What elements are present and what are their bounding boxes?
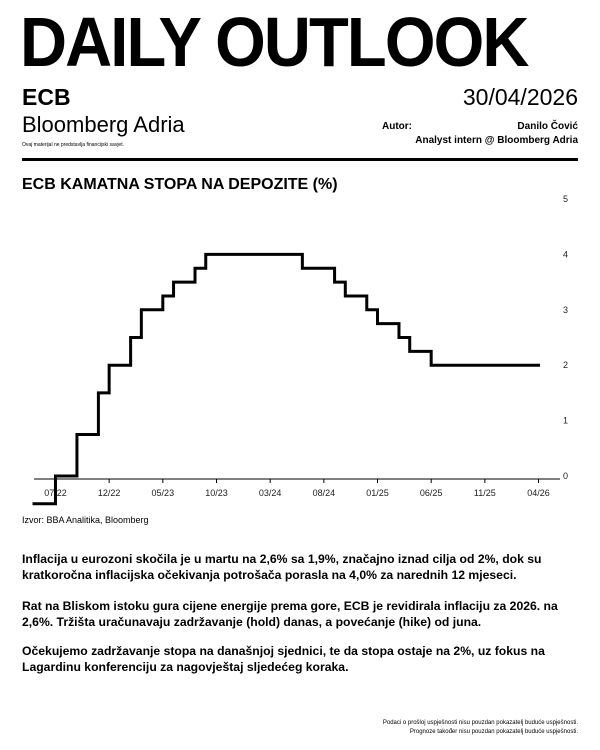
paragraph-outlook: Očekujemo zadržavanje stopa na današnjoj sjednici, te da stopa ostaje na 2%, uz fokus na Lagardinu konferenciju za nagovještaj sljedećeg koraka. xyxy=(22,644,545,674)
author-name: Danilo Čović xyxy=(517,121,578,132)
y-tick-label: 2 xyxy=(563,360,569,371)
author-label: Autor: xyxy=(382,121,412,132)
masthead-title: DAILY OUTLOOK xyxy=(20,3,528,81)
y-tick-label: 5 xyxy=(563,194,569,204)
x-tick-label: 11/25 xyxy=(473,488,496,498)
disclaimer-note: Ovaj materijal ne predstavlja financijski savjet. xyxy=(22,142,124,148)
author-role: Analyst intern @ Bloomberg Adria xyxy=(415,135,578,146)
footer-disclaimer-2: Prognoze također nisu pouzdan pokazatelj buduće uspješnosti. xyxy=(409,729,578,735)
y-tick-label: 1 xyxy=(563,415,569,426)
chart-source: Izvor: BBA Analitika, Bloomberg xyxy=(22,515,149,525)
y-tick-label: 4 xyxy=(563,249,569,260)
report-date: 30/04/2026 xyxy=(462,84,578,110)
footer-disclaimer-1: Podaci o prošloj uspješnosti nisu pouzdan pokazatelj buduće uspješnosti. xyxy=(382,720,578,726)
x-tick-label: 01/25 xyxy=(366,488,389,498)
paragraph-energy: Rat na Bliskom istoku gura cijene energije prema gore, ECB je revidirala inflaciju za 2026. na 2,6%. Tržišta uračunavaju zadržavanje (hold) danas, a povećanje (hike) od juna. xyxy=(22,599,558,629)
y-tick-label: 3 xyxy=(563,304,569,315)
x-tick-label: 06/25 xyxy=(419,488,443,498)
x-tick-label: 12/22 xyxy=(97,488,121,498)
publisher-name: Bloomberg Adria xyxy=(22,112,185,137)
x-tick-label: 07/22 xyxy=(44,488,67,498)
report-code: ECB xyxy=(22,84,71,110)
x-tick-label: 05/23 xyxy=(151,488,175,498)
paragraph-inflation: Inflacija u eurozoni skočila je u martu na 2,6% sa 1,9%, značajno iznad cilja od 2%, dok su kratkoročna inflacijska očekivanja potrošača porasla na 4,0% za narednih 12 mjeseci. xyxy=(22,552,542,582)
x-tick-label: 03/24 xyxy=(258,488,282,498)
x-tick-label: 04/26 xyxy=(527,488,550,498)
chart-title: ECB KAMATNA STOPA NA DEPOZITE (%) xyxy=(22,176,338,193)
y-tick-label: 0 xyxy=(563,471,569,481)
x-tick-label: 10/23 xyxy=(205,488,228,498)
deposit-rate-line xyxy=(34,254,539,503)
x-tick-label: 08/24 xyxy=(312,488,336,498)
